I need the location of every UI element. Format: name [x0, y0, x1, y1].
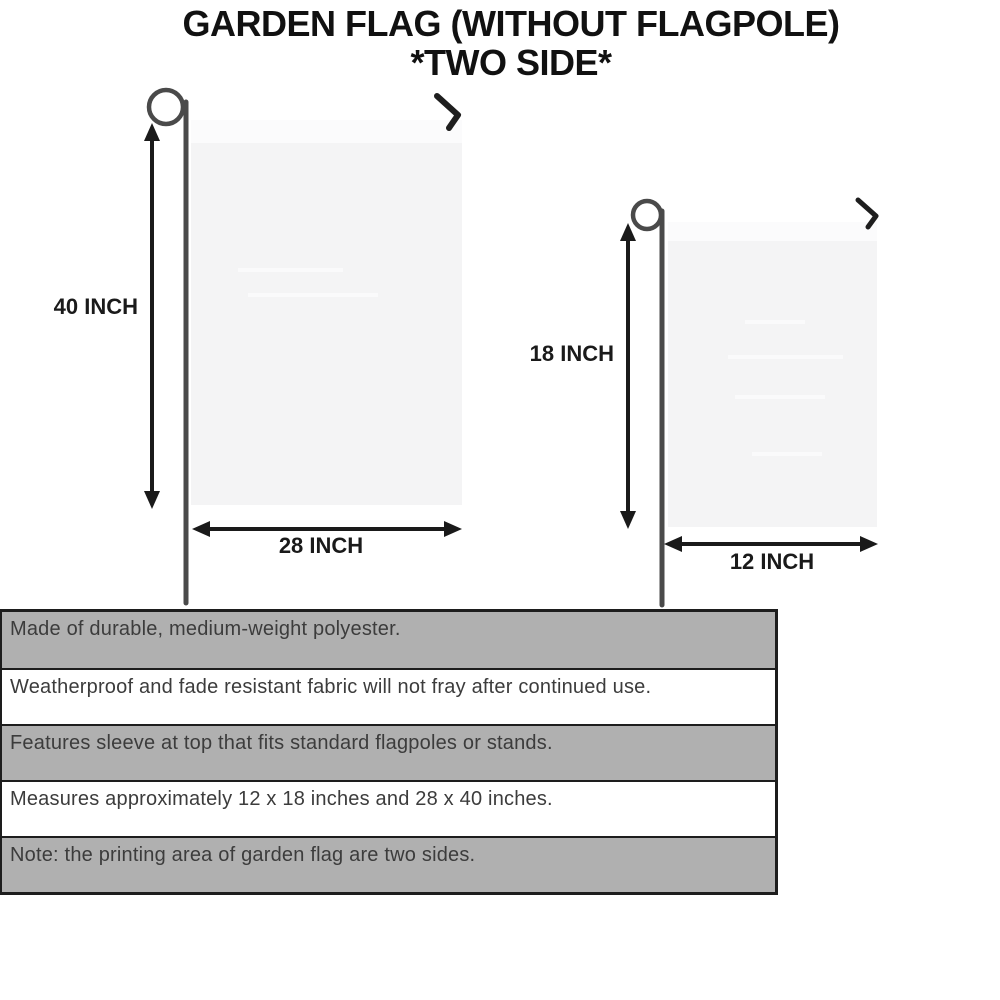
large-flag-height-arrow	[144, 123, 160, 509]
large-flagpole-loop	[149, 90, 183, 124]
feature-text: Weatherproof and fade resistant fabric will not fray after continued use.	[10, 676, 652, 698]
feature-row-sleeve	[2, 724, 775, 780]
feature-text: Made of durable, medium-weight polyester.	[10, 618, 401, 640]
features-table	[0, 609, 778, 895]
feature-text: Features sleeve at top that fits standard flagpoles or stands.	[10, 732, 553, 754]
feature-text: Measures approximately 12 x 18 inches and 28 x 40 inches.	[10, 788, 553, 810]
feature-row-material	[2, 612, 775, 668]
page-title: GARDEN FLAG (WITHOUT FLAGPOLE)	[182, 3, 840, 44]
large-flag-height-label: 40 INCH	[53, 294, 138, 319]
feature-text: Note: the printing area of garden flag are two sides.	[10, 844, 476, 866]
small-flag-sleeve	[668, 222, 877, 241]
small-flag-height-label: 18 INCH	[529, 341, 614, 366]
small-flag-width-label: 12 INCH	[729, 549, 815, 574]
small-flagpole-loop	[633, 201, 661, 229]
small-flag-height-arrow	[620, 223, 636, 529]
feature-row-weatherproof	[2, 668, 775, 724]
feature-row-measurements	[2, 780, 775, 836]
large-flag-sleeve	[191, 120, 462, 143]
page-subtitle: *TWO SIDE*	[410, 42, 612, 83]
small-flag-body	[668, 222, 877, 527]
large-flag-width-label: 28 INCH	[278, 533, 364, 558]
large-flag-body	[191, 120, 462, 505]
feature-row-note	[2, 836, 775, 892]
